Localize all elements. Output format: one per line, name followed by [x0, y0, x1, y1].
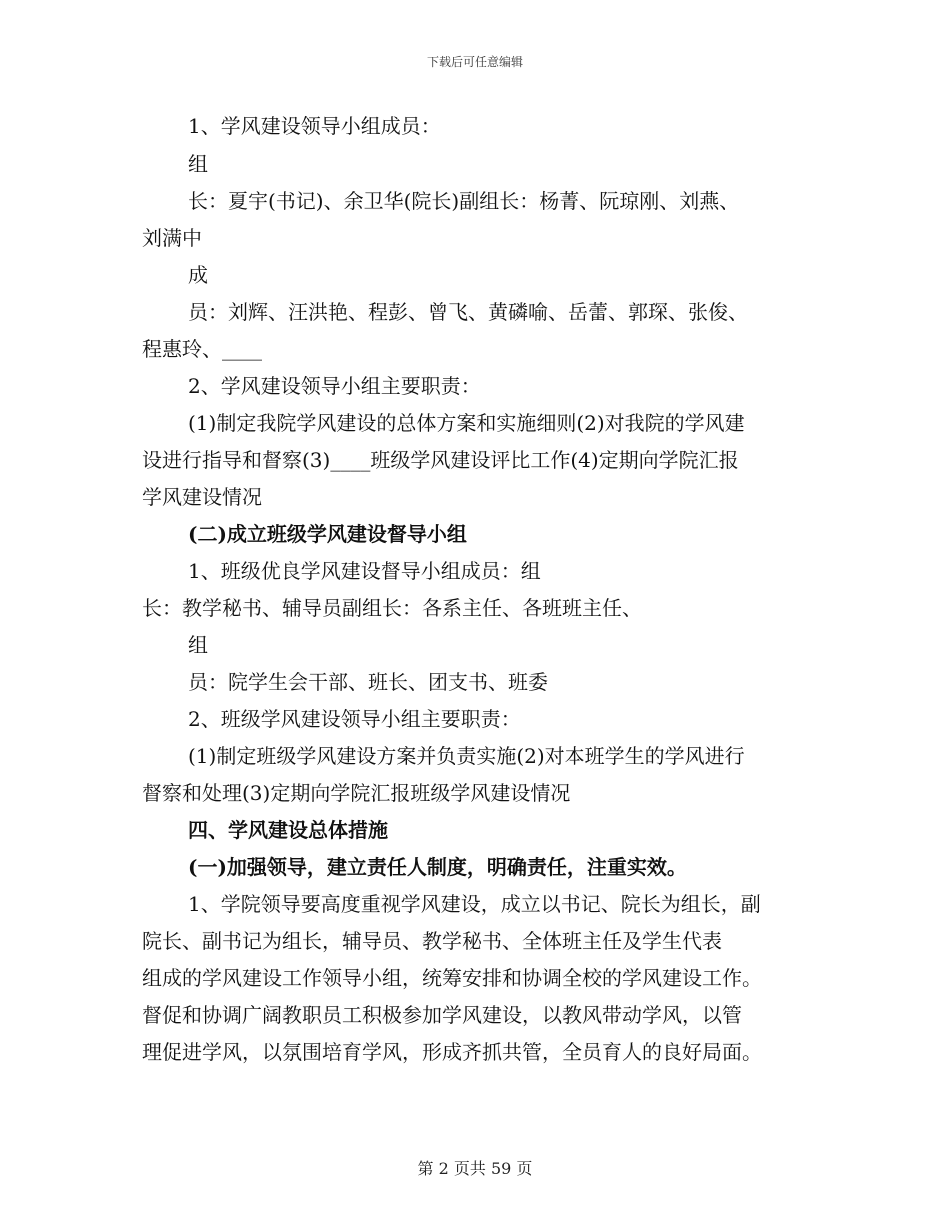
section-heading: 四、学风建设总体措施 [188, 818, 388, 842]
paragraph-line: 设进行指导和督察(3)____班级学风建设评比工作(4)定期向学院汇报 [142, 448, 739, 472]
paragraph-line: 刘满中 [142, 226, 202, 250]
paragraph-line: 督促和协调广阔教职员工积极参加学风建设，以教风带动学风，以管 [142, 1003, 742, 1027]
paragraph-line: 2、学风建设领导小组主要职责： [188, 374, 481, 398]
paragraph-line: 员：院学生会干部、班长、团支书、班委 [188, 670, 548, 694]
paragraph-line: 院长、副书记为组长，辅导员、教学秘书、全体班主任及学生代表 [142, 929, 722, 953]
page-number: 第 2 页共 59 页 [417, 1159, 533, 1178]
paragraph-line: 督察和处理(3)定期向学院汇报班级学风建设情况 [142, 781, 571, 805]
paragraph-line: 员：刘辉、汪洪艳、程彭、曾飞、黄磷喻、岳蕾、郭琛、张俊、 [188, 300, 748, 324]
paragraph-line: 理促进学风，以氛围培育学风，形成齐抓共管，全员育人的良好局面。 [142, 1040, 762, 1064]
paragraph-line: 学风建设情况 [142, 485, 262, 509]
paragraph-line: 组 [188, 633, 208, 657]
paragraph-line: (1)制定班级学风建设方案并负责实施(2)对本班学生的学风进行 [188, 744, 745, 768]
section-heading: (二)成立班级学风建设督导小组 [188, 522, 467, 546]
paragraph-line: 成 [188, 263, 208, 287]
section-heading: (一)加强领导，建立责任人制度，明确责任，注重实效。 [188, 855, 687, 879]
paragraph-line: 1、学风建设领导小组成员： [188, 114, 441, 138]
paragraph-line: 组成的学风建设工作领导小组，统筹安排和协调全校的学风建设工作。 [142, 966, 762, 990]
paragraph-line: 长：教学秘书、辅导员副组长：各系主任、各班班主任、 [142, 596, 642, 620]
paragraph-line: 程惠玲、____ [142, 337, 262, 361]
paragraph-line: 1、班级优良学风建设督导小组成员：组 [188, 559, 541, 583]
paragraph-line: 1、学院领导要高度重视学风建设，成立以书记、院长为组长，副 [188, 892, 761, 916]
paragraph-line: 组 [188, 152, 208, 176]
paragraph-line: (1)制定我院学风建设的总体方案和实施细则(2)对我院的学风建 [188, 411, 745, 435]
page-header-note: 下载后可任意编辑 [426, 55, 523, 69]
paragraph-line: 2、班级学风建设领导小组主要职责： [188, 707, 521, 731]
paragraph-line: 长：夏宇(书记)、余卫华(院长)副组长：杨菁、阮琼刚、刘燕、 [188, 189, 740, 213]
